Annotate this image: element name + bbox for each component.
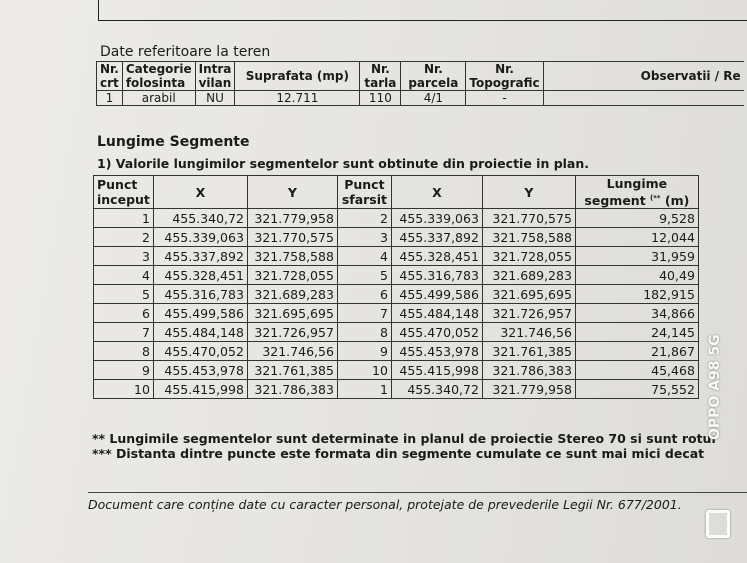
cell-end-y: 321.728,055 — [482, 247, 575, 266]
cell-start-y: 321.761,385 — [247, 361, 337, 380]
cell-length: 182,915 — [575, 285, 698, 304]
section-subtitle-segmente: 1) Valorile lungimilor segmentelor sunt obtinute din proiectie in plan. — [97, 156, 590, 171]
cell-start-x: 455.415,998 — [153, 380, 247, 399]
header-lungime: Lungime segment (** (m) — [575, 176, 698, 209]
cell-start-point: 8 — [94, 342, 154, 361]
cell-end-point: 8 — [337, 323, 391, 342]
cell-start-y: 321.695,695 — [247, 304, 337, 323]
teren-header-row — [97, 62, 744, 91]
cell-end-point: 2 — [337, 209, 391, 228]
cell-start-y: 321.758,588 — [247, 247, 337, 266]
header-punct-sfarsit: Punct sfarsit — [337, 176, 391, 209]
cell-length: 12,044 — [575, 228, 698, 247]
cell-start-point: 2 — [94, 228, 154, 247]
camera-watermark: OPPO A98 5G — [707, 334, 723, 440]
cell-start-x: 455.484,148 — [153, 323, 247, 342]
header-observatii: Observatii / Re — [543, 62, 744, 91]
segment-row — [94, 323, 699, 342]
top-frame — [98, 0, 747, 21]
cell-end-y: 321.786,383 — [482, 361, 575, 380]
cell-start-point: 1 — [94, 209, 154, 228]
cell-end-x: 455.499,586 — [391, 285, 482, 304]
cell-start-x: 455.316,783 — [153, 285, 247, 304]
cell-categorie: arabil — [122, 91, 195, 106]
cell-end-y: 321.726,957 — [482, 304, 575, 323]
cell-end-x: 455.470,052 — [391, 323, 482, 342]
cell-length: 9,528 — [575, 209, 698, 228]
segment-row — [94, 361, 699, 380]
header-categorie: Categorie folosinta — [122, 62, 195, 91]
cell-start-y: 321.726,957 — [247, 323, 337, 342]
cell-start-x: 455.470,052 — [153, 342, 247, 361]
segment-row — [94, 228, 699, 247]
cell-end-x: 455.328,451 — [391, 247, 482, 266]
segment-row — [94, 304, 699, 323]
cell-end-y: 321.695,695 — [482, 285, 575, 304]
cell-end-point: 1 — [337, 380, 391, 399]
note-distanta: *** Distanta dintre puncte este formata din segmente cumulate ce sunt mai mici decat — [92, 446, 705, 461]
teren-table — [96, 61, 744, 106]
cell-length: 24,145 — [575, 323, 698, 342]
cell-end-y: 321.689,283 — [482, 266, 575, 285]
header-tarla: Nr. tarla — [360, 62, 401, 91]
cell-end-point: 4 — [337, 247, 391, 266]
cell-start-point: 7 — [94, 323, 154, 342]
cell-length: 75,552 — [575, 380, 698, 399]
segment-row — [94, 247, 699, 266]
cell-length: 34,866 — [575, 304, 698, 323]
cell-end-point: 9 — [337, 342, 391, 361]
cell-start-point: 4 — [94, 266, 154, 285]
cell-topografic: - — [466, 91, 543, 106]
note-stereo70: ** Lungimile segmentelor sunt determinate in planul de proiectie Stereo 70 si sunt rotur — [92, 431, 718, 446]
camera-icon — [706, 510, 730, 538]
header-nr-crt: Nr. crt — [97, 62, 123, 91]
segment-row — [94, 285, 699, 304]
header-suprafata: Suprafata (mp) — [235, 62, 360, 91]
cell-end-y: 321.746,56 — [482, 323, 575, 342]
cell-start-y: 321.786,383 — [247, 380, 337, 399]
cell-start-y: 321.779,958 — [247, 209, 337, 228]
cell-end-y: 321.761,385 — [482, 342, 575, 361]
cell-end-x: 455.337,892 — [391, 228, 482, 247]
cell-end-y: 321.779,958 — [482, 380, 575, 399]
segment-row — [94, 266, 699, 285]
cell-tarla: 110 — [360, 91, 401, 106]
cell-end-x: 455.316,783 — [391, 266, 482, 285]
cell-end-y: 321.770,575 — [482, 209, 575, 228]
cell-end-x: 455.340,72 — [391, 380, 482, 399]
cell-length: 31,959 — [575, 247, 698, 266]
cell-end-point: 5 — [337, 266, 391, 285]
cell-start-x: 455.328,451 — [153, 266, 247, 285]
cell-length: 45,468 — [575, 361, 698, 380]
cell-nr: 1 — [97, 91, 123, 106]
cell-start-x: 455.453,978 — [153, 361, 247, 380]
cell-end-x: 455.339,063 — [391, 209, 482, 228]
cell-parcela: 4/1 — [401, 91, 466, 106]
cell-start-y: 321.728,055 — [247, 266, 337, 285]
header-topografic: Nr. Topografic — [466, 62, 543, 91]
cell-end-point: 3 — [337, 228, 391, 247]
cell-end-x: 455.484,148 — [391, 304, 482, 323]
segment-row — [94, 209, 699, 228]
cell-suprafata: 12.711 — [235, 91, 360, 106]
teren-row — [97, 91, 744, 106]
cell-start-y: 321.770,575 — [247, 228, 337, 247]
cell-end-x: 455.453,978 — [391, 342, 482, 361]
footer-text: Document care conține date cu caracter personal, protejate de prevederile Legii Nr. 677/2001. — [88, 497, 682, 512]
cell-start-point: 6 — [94, 304, 154, 323]
section-title-teren: Date referitoare la teren — [100, 44, 271, 60]
segments-table — [93, 175, 699, 399]
header-x-start: X — [153, 176, 247, 209]
cell-intravilan: NU — [195, 91, 235, 106]
cell-start-x: 455.499,586 — [153, 304, 247, 323]
cell-length: 40,49 — [575, 266, 698, 285]
header-y-end: Y — [482, 176, 575, 209]
header-intravilan: Intra vilan — [195, 62, 235, 91]
footer-rule — [88, 492, 747, 493]
cell-length: 21,867 — [575, 342, 698, 361]
cell-start-point: 9 — [94, 361, 154, 380]
cell-start-x: 455.339,063 — [153, 228, 247, 247]
segments-header-row — [94, 176, 699, 209]
cell-end-point: 7 — [337, 304, 391, 323]
cell-end-x: 455.415,998 — [391, 361, 482, 380]
cell-start-y: 321.746,56 — [247, 342, 337, 361]
cell-end-point: 10 — [337, 361, 391, 380]
cell-end-point: 6 — [337, 285, 391, 304]
cell-observatii — [543, 91, 744, 106]
cell-start-y: 321.689,283 — [247, 285, 337, 304]
cell-start-point: 3 — [94, 247, 154, 266]
header-x-end: X — [391, 176, 482, 209]
cell-start-point: 5 — [94, 285, 154, 304]
cell-start-x: 455.340,72 — [153, 209, 247, 228]
header-y-start: Y — [247, 176, 337, 209]
header-punct-inceput: Punct inceput — [94, 176, 154, 209]
section-title-segmente: Lungime Segmente — [97, 134, 250, 150]
segment-row — [94, 380, 699, 399]
cell-start-x: 455.337,892 — [153, 247, 247, 266]
segment-row — [94, 342, 699, 361]
cell-end-y: 321.758,588 — [482, 228, 575, 247]
header-parcela: Nr. parcela — [401, 62, 466, 91]
cell-start-point: 10 — [94, 380, 154, 399]
